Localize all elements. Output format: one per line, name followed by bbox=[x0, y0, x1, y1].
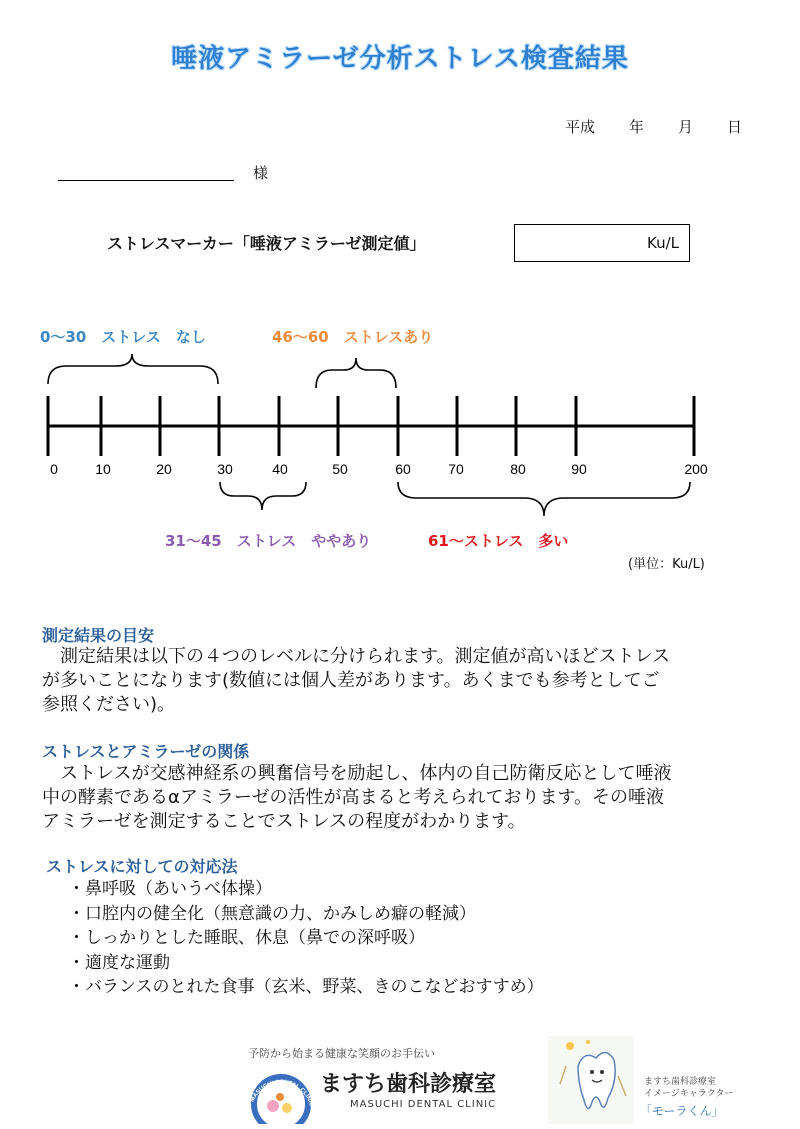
character-illustration bbox=[548, 1036, 634, 1124]
brace-high bbox=[398, 482, 690, 516]
relation-line: 中の酵素であるαアミラーゼの活性が高まると考えられております。その唾液 bbox=[42, 787, 665, 808]
character-caption-line: イメージキャラクター bbox=[644, 1089, 734, 1099]
clinic-name: ますち歯科診療室 bbox=[320, 1072, 497, 1097]
range-label-none: 0～30 ストレス なし bbox=[40, 328, 206, 346]
tick-label-90: 90 bbox=[571, 461, 587, 477]
recipient-name-line bbox=[58, 180, 234, 181]
tick-label-200: 200 bbox=[684, 461, 708, 477]
marker-label: ストレスマーカー「唾液アミラーゼ測定値」 bbox=[107, 234, 426, 253]
date-year: 年 bbox=[628, 118, 644, 136]
brace-slight bbox=[220, 482, 306, 510]
result-value-box bbox=[514, 224, 690, 262]
tick-label-50: 50 bbox=[332, 461, 348, 477]
coping-list bbox=[68, 877, 544, 1000]
list-item: ・口腔内の健全化（無意識の力、かみしめ癖の軽減） bbox=[68, 903, 476, 924]
guide-text bbox=[42, 645, 752, 717]
heading-guide: 測定結果の目安 bbox=[42, 626, 155, 645]
list-item: ・バランスのとれた食事（玄米、野菜、きのこなどおすすめ） bbox=[68, 977, 544, 997]
tick-label-70: 70 bbox=[448, 461, 464, 477]
character-caption-line: ますち歯科診療室 bbox=[644, 1077, 717, 1087]
footer-tagline: 予防から始まる健康な笑顔のお手伝い bbox=[248, 1047, 435, 1060]
list-item: ・鼻呼吸（あいうべ体操） bbox=[68, 879, 272, 899]
range-label-high: 61～ストレス 多い bbox=[428, 532, 569, 550]
heading-relation: ストレスとアミラーゼの関係 bbox=[42, 742, 250, 761]
range-label-slight: 31～45 ストレス ややあり bbox=[165, 532, 372, 550]
brace-none bbox=[48, 354, 218, 384]
range-label-present: 46～60 ストレスあり bbox=[272, 328, 434, 346]
brace-present bbox=[316, 358, 396, 388]
list-item: ・適度な運動 bbox=[68, 952, 170, 973]
clinic-name-en: MASUCHI DENTAL CLINIC bbox=[350, 1099, 497, 1110]
tick-label-0: 0 bbox=[50, 461, 58, 477]
tick-label-80: 80 bbox=[510, 461, 526, 477]
guide-line: が多いことになります(数値には個人差があります。あくまでも参考としてご bbox=[42, 670, 660, 691]
character-name: 「モーラくん」 bbox=[640, 1104, 724, 1118]
clinic-logo bbox=[246, 1064, 316, 1124]
unit-note: (単位：Ku/L) bbox=[628, 557, 705, 572]
date-day: 日 bbox=[726, 118, 742, 136]
list-item: ・しっかりとした睡眠、休息（鼻での深呼吸） bbox=[68, 928, 425, 948]
result-unit: Ku/L bbox=[646, 234, 679, 252]
guide-line: 測定結果は以下の４つのレベルに分けられます。測定値が高いほどストレス bbox=[42, 646, 671, 667]
recipient-suffix: 様 bbox=[253, 164, 269, 182]
tick-label-40: 40 bbox=[272, 461, 288, 477]
relation-line: アミラーゼを測定することでストレスの程度がわかります。 bbox=[42, 811, 526, 832]
tick-label-10: 10 bbox=[95, 461, 111, 477]
heading-coping: ストレスに対しての対応法 bbox=[46, 857, 238, 876]
tick-label-20: 20 bbox=[156, 461, 172, 477]
page-title: 唾液アミラーゼ分析ストレス検査結果 bbox=[171, 44, 629, 74]
tick-label-60: 60 bbox=[395, 461, 411, 477]
date-field bbox=[565, 116, 742, 137]
relation-text bbox=[42, 762, 752, 834]
character-caption bbox=[644, 1076, 734, 1100]
date-month: 月 bbox=[677, 118, 693, 136]
guide-line: 参照ください)。 bbox=[42, 694, 176, 715]
date-era: 平成 bbox=[564, 118, 595, 136]
relation-line: ストレスが交感神経系の興奮信号を励起し、体内の自己防衛反応として唾液 bbox=[42, 763, 672, 784]
stress-scale bbox=[0, 350, 800, 525]
logo-ring-text: MASUCHI DENTAL CLINIC bbox=[249, 1079, 315, 1108]
tick-label-30: 30 bbox=[217, 461, 233, 477]
